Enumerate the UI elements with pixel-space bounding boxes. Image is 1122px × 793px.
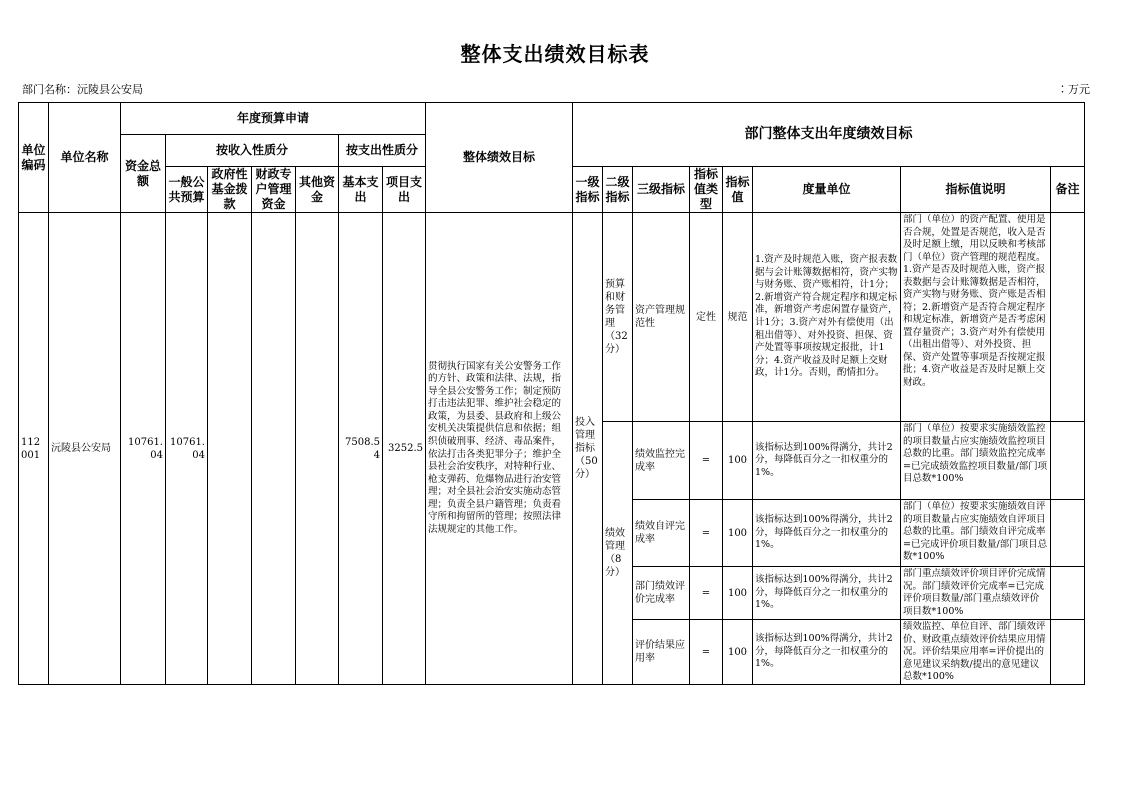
cell-gov-fund (208, 213, 252, 685)
cell-level3: 评价结果应用率 (633, 620, 690, 685)
performance-table (18, 102, 1085, 685)
table-row (19, 213, 1085, 422)
cell-value-type: = (690, 500, 723, 567)
cell-value-type: = (690, 620, 723, 685)
header-dept-goal: 部门整体支出年度绩效目标 (573, 103, 1085, 167)
value-desc-text: 部门（单位）按要求实施绩效监控的项目数量占应实施绩效监控项目总数的比重。部门绩效监控完成率=已完成绩效监控项目数量/部门项目总数*100% (903, 423, 1048, 485)
cell-general-budget: 10761.04 (166, 213, 208, 685)
value-desc-text: 绩效监控、单位自评、部门绩效评价、财政重点绩效评价结果应用情况。评价结果应用率=评价提出的意见建议采纳数/提出的意见建议总数*100% (903, 621, 1046, 683)
header-annual-budget: 年度预算申请 (121, 103, 426, 135)
cell-measure: 该指标达到100%得满分，共计2分，每降低百分之一扣权重分的1%。 (753, 500, 901, 567)
cell-total-funds: 10761.04 (121, 213, 166, 685)
header-by-expense: 按支出性质分 (339, 135, 426, 167)
cell-value-desc (901, 620, 1051, 685)
header-project-expense: 项目支出 (383, 167, 426, 213)
header-fiscal-special: 财政专户管理资金 (252, 167, 296, 213)
cell-value: 100 (723, 422, 753, 500)
header-level2: 二级指标 (603, 167, 633, 213)
cell-basic-expense: 7508.54 (339, 213, 383, 685)
header-level3: 三级指标 (633, 167, 690, 213)
cell-value-desc (901, 422, 1051, 500)
header-basic-expense: 基本支出 (339, 167, 383, 213)
header-remark: 备注 (1051, 167, 1085, 213)
cell-remark (1051, 500, 1085, 567)
cell-measure: 该指标达到100%得满分，共计2分，每降低百分之一扣权重分的1%。 (753, 620, 901, 685)
cell-project-expense: 3252.5 (383, 213, 426, 685)
cell-value-type: 定性 (690, 213, 723, 422)
cell-other-funds (296, 213, 339, 685)
header-measure-unit: 度量单位 (753, 167, 901, 213)
cell-remark (1051, 213, 1085, 422)
header-overall-goal: 整体绩效目标 (426, 103, 573, 213)
cell-unit-name: 沅陵县公安局 (49, 213, 121, 685)
cell-measure: 1.资产及时规范入账，资产报表数据与会计账簿数据相符，资产实物与财务账、资产账相符，计1分；2.新增资产符合规定程序和规定标准，新增资产考虑闲置存量资产，计1分；3.资产对外有偿使用（出租出借等）、对外投资、担保、资产处置等事项按规定报批，计1分；4.资产收益及时足额上交财政，计1分。否则，酌情扣分。 (753, 213, 901, 422)
cell-value-desc (901, 567, 1051, 620)
header-value-desc: 指标值说明 (901, 167, 1051, 213)
header-unit-code: 单位编码 (19, 103, 49, 213)
cell-level3: 资产管理规范性 (633, 213, 690, 422)
cell-remark (1051, 567, 1085, 620)
cell-value: 100 (723, 567, 753, 620)
header-gov-fund: 政府性基金拨款 (208, 167, 252, 213)
cell-unit-code: 112001 (19, 213, 49, 685)
header-value-type: 指标值类型 (690, 167, 723, 213)
header-by-income: 按收入性质分 (166, 135, 339, 167)
value-desc-text: 部门（单位）的资产配置、使用是否合规，处置是否规范，收入是否及时足额上缴，用以反映和考核部门（单位）资产管理的规范程度。1.资产是否及时规范入账，资产报表数据与会计账簿数据是否相符，资产实物与财务账、资产账是否相符；2.新增资产是否符合规定程序和规定标准，新增资产是否考虑闲置存量资产；3.资产对外有偿使用（出租出借等）、对外投资、担保、资产处置等事项是否按规定报批；4.资产收益是否及时足额上交财政。 (903, 214, 1046, 388)
cell-level2: 预算和财务管理（32分） (603, 213, 633, 422)
cell-value-type: = (690, 422, 723, 500)
cell-level3: 绩效自评完成率 (633, 500, 690, 567)
header-general-budget: 一般公共预算 (166, 167, 208, 213)
cell-remark (1051, 620, 1085, 685)
header-total-funds: 资金总额 (121, 135, 166, 213)
cell-level1: 投入管理指标（50分） (573, 213, 603, 685)
cell-value-desc (901, 213, 1051, 422)
cell-level3: 部门绩效评价完成率 (633, 567, 690, 620)
department-label: 部门名称：沅陵县公安局 (22, 83, 143, 96)
cell-remark (1051, 422, 1085, 500)
cell-value: 规范 (723, 213, 753, 422)
header-other-funds: 其他资金 (296, 167, 339, 213)
cell-fiscal-special (252, 213, 296, 685)
cell-value-desc (901, 500, 1051, 567)
cell-overall-goal: 贯彻执行国家有关公安警务工作的方针、政策和法律、法规，指导全县公安警务工作；制定预防打击违法犯罪、维护社会稳定的政策，为县委、县政府和上级公安机关决策提供信息和依据；组织侦破刑事、经济、毒品案件，依法打击各类犯罪分子；维护全县社会治安秩序，对特种行业、枪支弹药、危爆物品进行治安管理；对全县社会治安实施动态管理；负责全县户籍管理；负责看守所和拘留所的管理；按照法律法规规定的其他工作。 (426, 213, 573, 685)
header-unit-name: 单位名称 (49, 103, 121, 213)
cell-measure: 该指标达到100%得满分，共计2分，每降低百分之一扣权重分的1%。 (753, 567, 901, 620)
cell-value-type: = (690, 567, 723, 620)
cell-value: 100 (723, 500, 753, 567)
cell-level2: 绩效管理（8分） (603, 422, 633, 685)
unit-label: ∶万元 (1057, 83, 1090, 96)
cell-level3: 绩效监控完成率 (633, 422, 690, 500)
cell-measure: 该指标达到100%得满分，共计2分，每降低百分之一扣权重分的1%。 (753, 422, 901, 500)
value-desc-text: 部门重点绩效评价项目评价完成情况。部门绩效评价完成率=已完成评价项目数量/部门重点绩效评价项目数*100% (903, 568, 1046, 617)
cell-value: 100 (723, 620, 753, 685)
page-title: 整体支出绩效目标表 (460, 42, 650, 66)
header-value: 指标值 (723, 167, 753, 213)
value-desc-text: 部门（单位）按要求实施绩效自评的项目数量占应实施绩效自评项目总数的比重。部门绩效自评完成率=已完成评价项目数量/部门项目总数*100% (903, 501, 1048, 563)
header-level1: 一级指标 (573, 167, 603, 213)
